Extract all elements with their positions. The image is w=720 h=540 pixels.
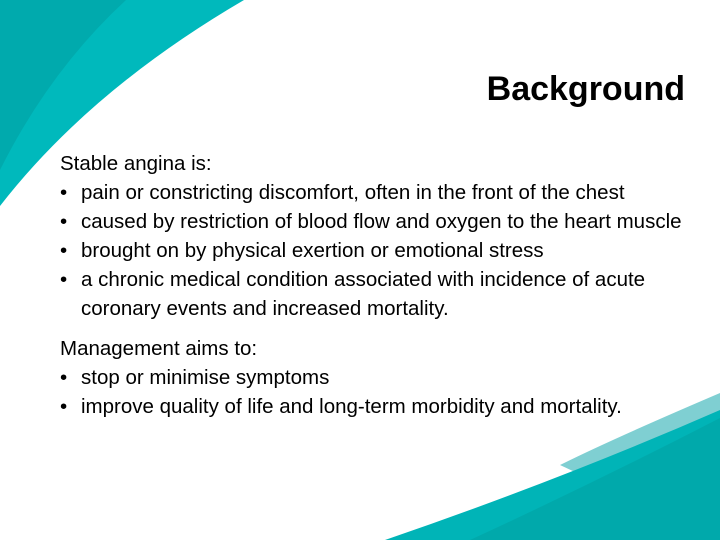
bullet-icon: • [60,268,68,291]
list-item-text: stop or minimise symptoms [81,366,330,389]
list-item-text: improve quality of life and long-term morbidity and mortality. [81,395,622,418]
bullet-icon: • [60,181,68,204]
list-item [60,207,700,236]
section-heading: Management aims to: [60,337,258,360]
slide-body [60,149,700,421]
list-item-text: pain or constricting discomfort, often in the front of the chest [81,181,625,204]
bullet-icon: • [60,239,68,262]
slide-title: Background [486,70,685,108]
list-item-text: brought on by physical exertion or emotional stress [81,239,544,262]
list-item [60,178,700,207]
list-item [60,363,700,392]
list-item [60,265,700,323]
bullet-icon: • [60,395,68,418]
bullet-icon: • [60,210,68,233]
list-item [60,392,641,421]
bullet-icon: • [60,366,68,389]
section-heading: Stable angina is: [60,152,212,175]
list-item-text: caused by restriction of blood flow and oxygen to the heart muscle [81,210,682,233]
list-item [60,236,700,265]
list-item-text: a chronic medical condition associated with incidence of acute coronary events and increased mortality. [81,268,646,320]
